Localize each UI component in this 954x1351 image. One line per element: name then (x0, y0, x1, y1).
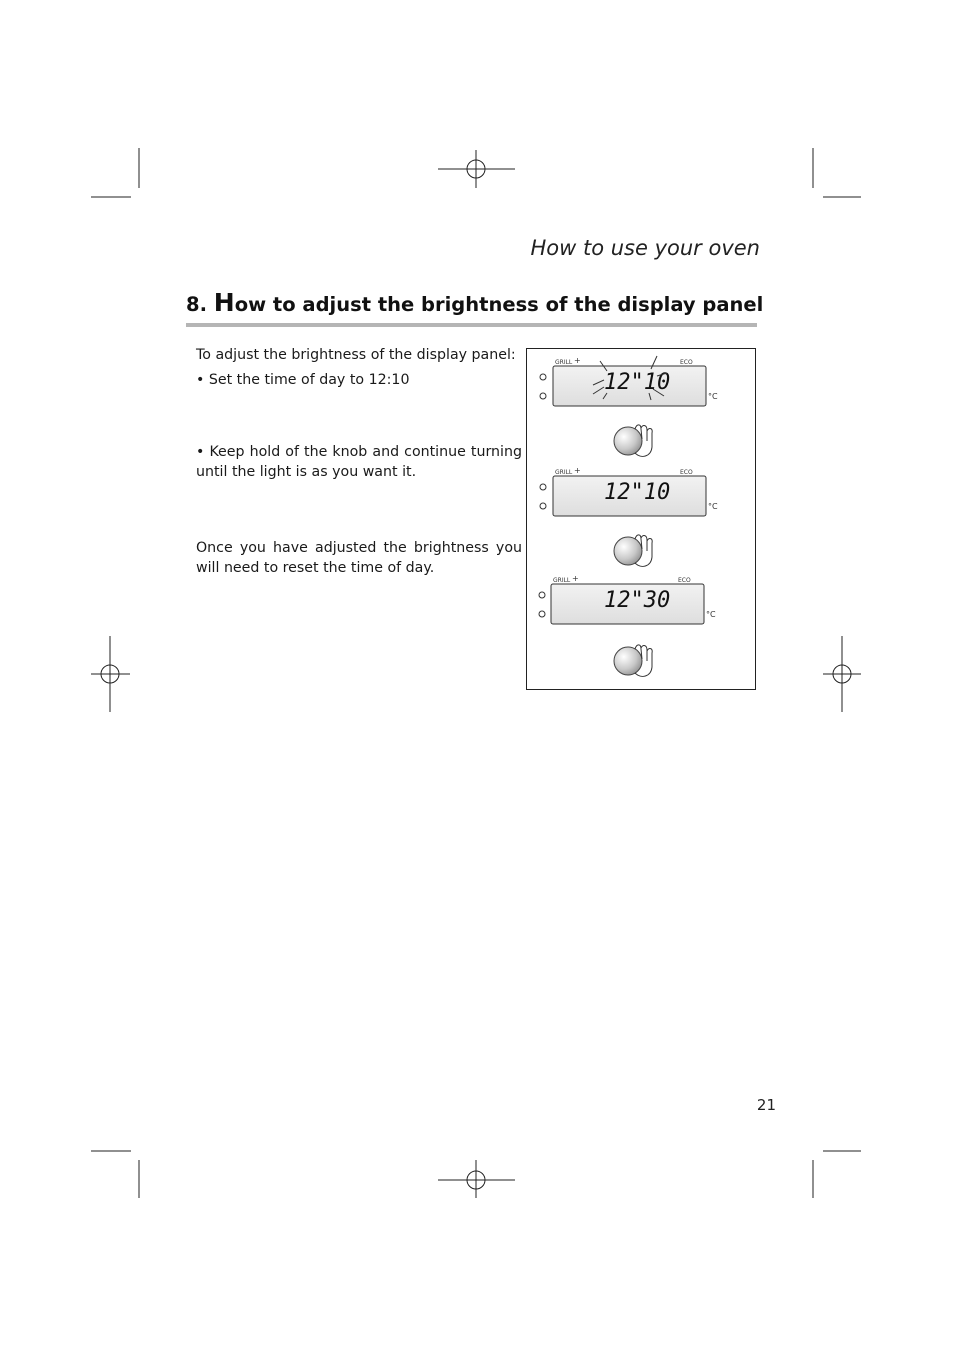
knob-hand-2 (614, 535, 652, 567)
heading-underline (186, 323, 757, 327)
knob-icon (614, 427, 642, 455)
section-title-text: ow to adjust the brightness of the display panel (234, 293, 764, 316)
step-set-time: • Set the time of day to 12:10 (196, 372, 410, 388)
timer-icon (540, 503, 546, 509)
section-heading (186, 288, 763, 317)
display-panel-3 (539, 574, 716, 676)
section-number: 8. (186, 293, 207, 316)
display-panel-figure (526, 348, 756, 690)
display-panel-1 (540, 356, 718, 456)
timer-icon (539, 611, 545, 617)
time-readout: 12"10 (604, 370, 671, 395)
grill-plus-icon: + (574, 466, 581, 475)
unit-label: °C (708, 392, 718, 401)
clock-icon (540, 374, 546, 380)
grill-label: GRILL (555, 359, 573, 366)
eco-label: ECO (680, 359, 693, 366)
knob-hand-3 (614, 645, 652, 677)
time-readout: 12"10 (604, 480, 671, 505)
clock-icon (539, 592, 545, 598)
reset-note: Once you have adjusted the brightness you will need to reset the time of day. (196, 540, 522, 576)
grill-plus-icon: + (572, 574, 579, 583)
unit-label: °C (706, 610, 716, 619)
section-title-initial: H (213, 288, 235, 317)
eco-label: ECO (678, 577, 691, 584)
intro-text: To adjust the brightness of the display panel: (196, 347, 516, 363)
clock-icon (540, 484, 546, 490)
grill-label: GRILL (553, 577, 571, 584)
display-panel-2 (540, 466, 718, 566)
step-keep-turning: • Keep hold of the knob and continue turning until the light is as you want it. (196, 444, 522, 480)
knob-hand-1 (614, 425, 652, 457)
knob-icon (614, 537, 642, 565)
grill-label: GRILL (555, 469, 573, 476)
page-number: 21 (756, 1096, 776, 1114)
eco-label: ECO (680, 469, 693, 476)
unit-label: °C (708, 502, 718, 511)
timer-icon (540, 393, 546, 399)
grill-plus-icon: + (574, 356, 581, 365)
time-readout: 12"30 (604, 588, 671, 613)
figure-illustration (527, 349, 757, 691)
running-header: How to use your oven (530, 236, 760, 260)
knob-icon (614, 647, 642, 675)
